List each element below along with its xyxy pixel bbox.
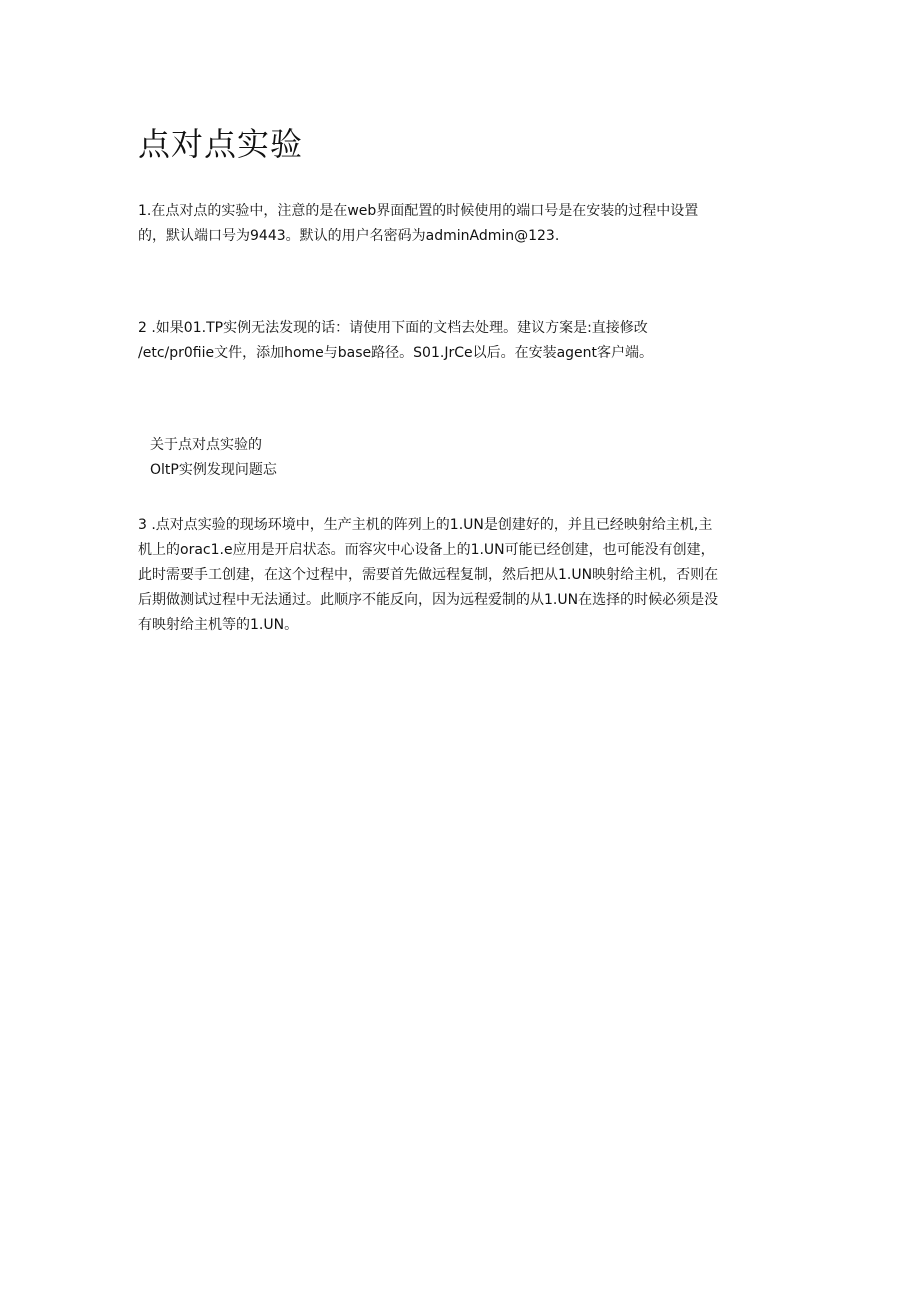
paragraph-line: 有映射给主机等的1.UN。: [138, 617, 299, 633]
paragraph-line: 此时需要手工创建，在这个过程中，需要首先做远程复制，然后把从1.UN映射给主机，否则在: [138, 567, 719, 583]
paragraph-line: 机上的orac1.e应用是开启状态。而容灾中心设备上的1.UN可能已经创建，也可能没有创建，: [138, 542, 715, 558]
note-line: OltP实例发现问题忘: [150, 462, 277, 478]
note-block: [150, 433, 810, 483]
paragraph-1: [138, 199, 798, 249]
paragraph-line: 3 .点对点实验的现场环境中，生产主机的阵列上的1.UN是创建好的，并且已经映射给主机,主: [138, 517, 713, 533]
paragraph-line: 1.在点对点的实验中，注意的是在web界面配置的时候使用的端口号是在安装的过程中设置: [138, 203, 699, 219]
note-line: 关于点对点实验的: [150, 437, 262, 453]
paragraph-line: /etc/pr0fiie文件，添加home与base路径。S01.JrCe以后。在安装agent客户端。: [138, 345, 654, 361]
paragraph-line: 2 .如果01.TP实例无法发现的话：请使用下面的文档去处理。建议方案是:直接修改: [138, 320, 648, 336]
paragraph-3: [138, 513, 798, 638]
paragraph-line: 后期做测试过程中无法通过。此顺序不能反向，因为远程爱制的从1.UN在选择的时候必须是没: [138, 592, 719, 608]
page-title: 点对点实验: [138, 125, 304, 163]
paragraph-line: 的，默认端口号为9443。默认的用户名密码为adminAdmin@123.: [138, 228, 560, 244]
paragraph-2: [138, 316, 798, 366]
